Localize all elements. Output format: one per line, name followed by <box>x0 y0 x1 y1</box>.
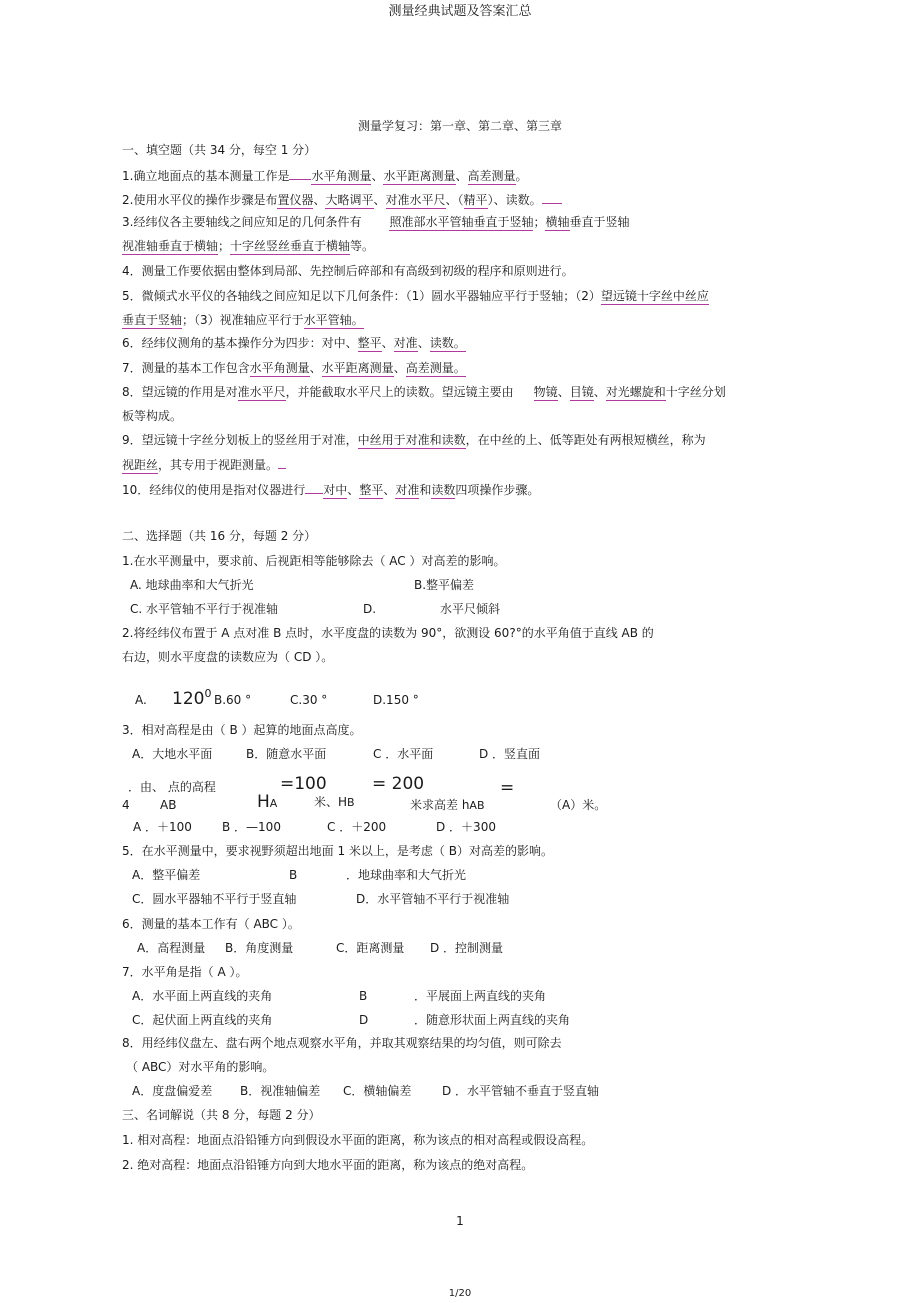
choice-7-option-d-text: ．随意形状面上两直线的夹角 <box>414 1013 571 1027</box>
choice-7-option-b-text: ．平展面上两直线的夹角 <box>414 989 547 1003</box>
fill-question-8-continued: 板等构成。 <box>122 409 183 423</box>
choice-4-ab: AB <box>160 798 177 812</box>
choice-1-option-a: A. 地球曲率和大气折光 <box>130 578 254 592</box>
choice-question-2-continued: 右边，则水平度盘的读数应为（ CD ）。 <box>122 650 334 664</box>
choice-question-2: 2.将经纬仪布置于 A 点对准 B 点时，水平度盘的读数为 90°，欲测设 60?°的水平角值于直线 AB 的 <box>122 626 654 640</box>
document-header-title: 测量经典试题及答案汇总 <box>388 4 532 19</box>
section-1-heading: 一、填空题（共 34 分，每空 1 分） <box>122 143 317 157</box>
choice-3-option-a: A．大地水平面 <box>132 747 213 761</box>
choice-3-option-b: B．随意水平面 <box>246 747 327 761</box>
choice-6-option-b: B．角度测量 <box>225 941 294 955</box>
choice-5-option-a: A．整平偏差 <box>132 868 201 882</box>
choice-2-option-b: B.60 ° <box>214 693 252 707</box>
choice-5-option-b-text: ．地球曲率和大气折光 <box>346 868 467 882</box>
choice-5-option-c: C．圆水平器轴不平行于竖直轴 <box>132 892 297 906</box>
choice-4-hb-value: = 200 <box>372 774 425 794</box>
choice-1-option-c: C. 水平管轴不平行于视准轴 <box>130 602 279 616</box>
choice-5-option-b: B <box>289 868 298 882</box>
choice-question-8: 8．用经纬仪盘左、盘右两个地点观察水平角，并取其观察结果的均匀值，则可除去 <box>122 1036 562 1050</box>
page-title: 测量学复习：第一章、第二章、第三章 <box>357 119 562 133</box>
fill-question-10: 10．经纬仪的使用是指对仪器进行 对中、整平、对准和读数四项操作步骤。 <box>122 483 540 497</box>
section-3-heading: 三、名词解说（共 8 分，每题 2 分） <box>122 1108 321 1122</box>
choice-1-option-b: B.整平偏差 <box>414 578 475 592</box>
choice-4-option-c: C ．＋200 <box>327 820 387 834</box>
choice-7-option-c: C．起伏面上两直线的夹角 <box>132 1013 273 1027</box>
choice-7-option-a: A．水平面上两直线的夹角 <box>132 989 273 1003</box>
choice-1-option-d: D. <box>363 602 377 616</box>
choice-8-option-d: D ．水平管轴不垂直于竖直轴 <box>442 1084 600 1098</box>
choice-1-option-d-text: 水平尺倾斜 <box>440 602 501 616</box>
choice-4-hab: 米求高差 hAB <box>410 798 485 812</box>
fill-question-3: 3.经纬仪各主要轴线之间应知足的几何条件有 照准部水平管轴垂直于竖轴；横轴垂直于竖轴 <box>122 215 630 229</box>
choice-4-option-b: B ．—100 <box>222 820 281 834</box>
choice-question-8-continued: （ ABC）对水平角的影响。 <box>126 1060 275 1074</box>
choice-5-option-d: D．水平管轴不平行于视准轴 <box>356 892 510 906</box>
choice-question-6: 6．测量的基本工作有（ ABC ）。 <box>122 917 300 931</box>
choice-7-option-b: B <box>359 989 368 1003</box>
choice-8-option-b: B．视准轴偏差 <box>240 1084 321 1098</box>
choice-question-7: 7．水平角是指（ A ）。 <box>122 965 248 979</box>
choice-2-option-c: C.30 ° <box>290 693 328 707</box>
choice-6-option-d: D ．控制测量 <box>430 941 504 955</box>
choice-2-option-a: A. <box>135 693 147 707</box>
choice-question-3: 3．相对高程是由（ B ）起算的地面点高度。 <box>122 723 362 737</box>
section-2-heading: 二、选择题（共 16 分，每题 2 分） <box>122 529 317 543</box>
choice-8-option-c: C．横轴偏差 <box>343 1084 412 1098</box>
fill-question-8: 8．望远镜的作用是对准水平尺，并能截取水平尺上的读数。望远镜主要由 物镜、目镜、对光螺旋和十字丝分划 <box>122 385 726 399</box>
fill-question-1: 1.确立地面点的基本测量工作是 水平角测量、水平距离测量、高差测量。 <box>122 169 528 183</box>
choice-question-5: 5．在水平测量中，要求视野须超出地面 1 米以上，是考虑（ B）对高差的影响。 <box>122 844 553 858</box>
choice-7-option-d: D <box>359 1013 369 1027</box>
choice-3-option-c: C ．水平面 <box>373 747 434 761</box>
term-definition-1: 1. 相对高程：地面点沿铅锤方向到假设水平面的距离，称为该点的相对高程或假设高程。 <box>122 1133 594 1147</box>
choice-4-answer: （A）米。 <box>550 798 607 812</box>
fill-question-3-continued: 视准轴垂直于横轴；十字丝竖丝垂直于横轴等。 <box>122 239 375 253</box>
term-definition-2: 2. 绝对高程：地面点沿铅锤方向到大地水平面的距离，称为该点的绝对高程。 <box>122 1158 534 1172</box>
fill-question-9-continued: 视距丝，其专用于视距测量。 <box>122 456 286 473</box>
choice-4-option-a: A ．＋100 <box>133 820 192 834</box>
choice-3-option-d: D ．竖直面 <box>479 747 541 761</box>
page-number: 1 <box>456 1214 464 1228</box>
choice-4-hb-symbol: 米、HB <box>314 795 355 809</box>
choice-question-4-line1: ．由、 点的高程 <box>128 780 216 794</box>
choice-4-ha-value: =100 <box>280 774 327 794</box>
choice-6-option-a: A．高程测量 <box>137 941 206 955</box>
choice-6-option-c: C．距离测量 <box>336 941 405 955</box>
fill-question-9: 9．望远镜十字丝分划板上的竖丝用于对准，中丝用于对准和读数，在中丝的上、低等距处有两根短横丝，称为 <box>122 433 706 447</box>
choice-4-number: 4 <box>122 798 130 812</box>
choice-4-ha-symbol: HA <box>257 792 278 812</box>
choice-2-option-a-value: 1200 <box>172 687 212 709</box>
choice-4-equals: = <box>500 778 515 798</box>
choice-question-1: 1.在水平测量中，要求前、后视距相等能够除去（ AC ）对高差的影响。 <box>122 554 506 568</box>
fill-question-5-continued: 垂直于竖轴；（3）视准轴应平行于水平管轴。 <box>122 313 364 327</box>
choice-2-option-d: D.150 ° <box>373 693 419 707</box>
page-footer: 1/20 <box>448 1288 472 1299</box>
choice-4-option-d: D ．＋300 <box>436 820 496 834</box>
fill-question-7: 7．测量的基本工作包含水平角测量、水平距离测量、高差测量。 <box>122 361 466 375</box>
fill-question-2: 2.使用水平仪的操作步骤是布置仪器、大略调平、对准水平尺、（精平）、读数。 <box>122 191 562 208</box>
fill-question-5: 5．微倾式水平仪的各轴线之间应知足以下几何条件：（1）圆水平器轴应平行于竖轴；（2）望远镜十字丝中丝应 <box>122 289 709 303</box>
fill-question-6: 6．经纬仪测角的基本操作分为四步：对中、整平、对准、读数。 <box>122 336 466 350</box>
fill-question-4: 4．测量工作要依据由整体到局部、先控制后碎部和有高级到初级的程序和原则进行。 <box>122 264 574 278</box>
choice-8-option-a: A．度盘偏爱差 <box>132 1084 213 1098</box>
